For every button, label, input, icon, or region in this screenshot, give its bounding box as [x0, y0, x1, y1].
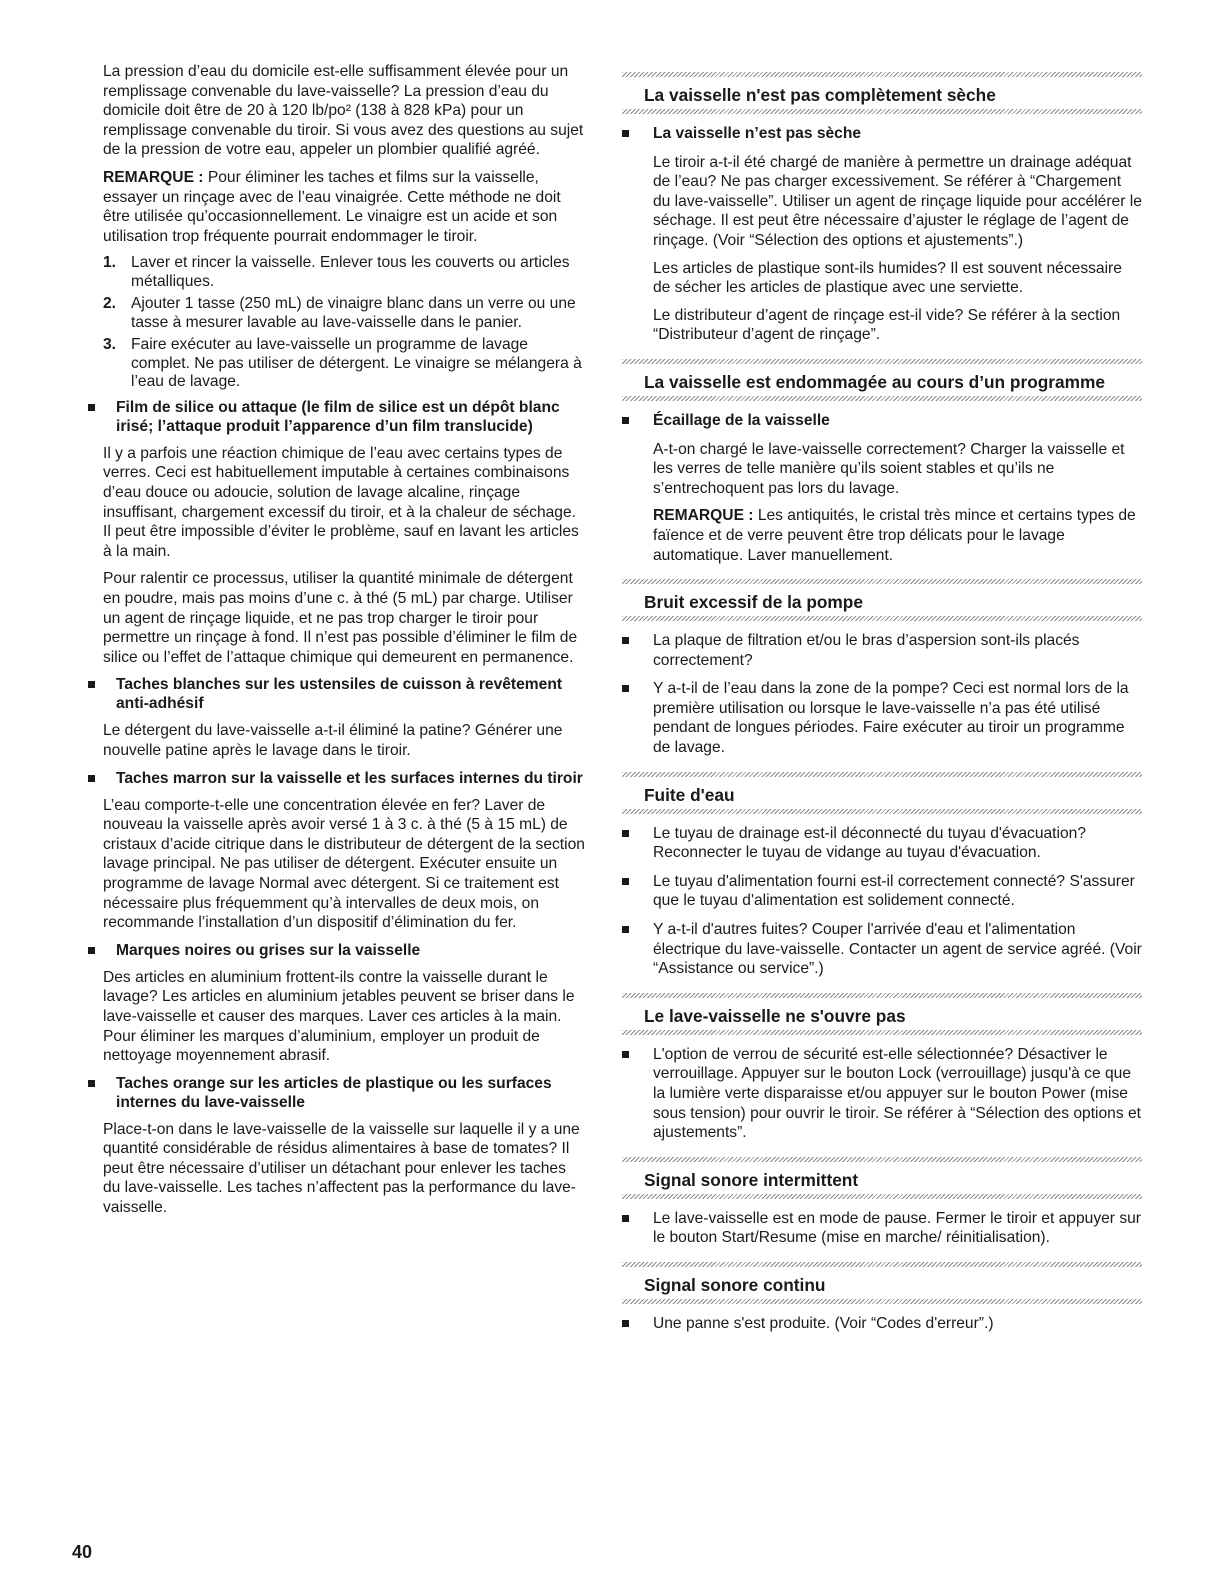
bullet-square-icon [622, 926, 629, 933]
step-number: 1. [103, 254, 117, 272]
marron-heading-text: Taches marron sur la vaisselle et les surfaces internes du tiroir [116, 769, 583, 787]
noires-paragraph: Des articles en aluminium frottent-ils contre la vaisselle durant le lavage? Les articles en aluminium jetables peuvent se briser dans le lave-vaisselle et causer des marques. Laver ces articles à la main. Pour éliminer les marques d’aluminium, employer un produit de nettoyage moyennement abrasif. [103, 968, 575, 1065]
pump-bullet-1 [622, 631, 1142, 670]
section-rule [622, 809, 1142, 814]
bullet-square-icon [622, 1215, 629, 1222]
right-column [622, 72, 1142, 1343]
bullet-square-icon [622, 1320, 629, 1327]
not-dry-bullet [622, 124, 1142, 144]
section-not-dry [622, 72, 1142, 114]
blanches-paragraph: Le détergent du lave-vaisselle a-t-il éliminé la patine? Générer une nouvelle patine après le lavage dans le tiroir. [103, 722, 563, 759]
orange-heading [88, 1074, 586, 1112]
bullet-square-icon [622, 417, 629, 424]
bullet-square-icon [88, 404, 95, 411]
section-intermittent-signal [622, 1157, 1142, 1199]
bullet-text: L'option de verrou de sécurité est-elle sélectionnée? Désactiver le verrouillage. Appuyer sur le bouton Lock (verrouillage) jusqu'à ce que la lumière verte disparaisse et/ou appuyer sur le bouton Power (mise sous tension) pour ouvrir le tiroir. Se référer à “Sélection des options et ajustements”. [653, 1045, 1141, 1142]
bullet-text: Écaillage de la vaisselle [653, 411, 830, 429]
step-number: 3. [103, 336, 117, 354]
step-text: Laver et rincer la vaisselle. Enlever tous les couverts ou articles métalliques. [131, 254, 570, 290]
page-number: 40 [72, 1542, 93, 1562]
bullet-text: Le lave-vaisselle est en mode de pause. Fermer le tiroir et appuyer sur le bouton Start/Resume (mise en marche/ réinitialisation). [653, 1209, 1141, 1247]
remarque-text: Les antiquités, le cristal très mince et certains types de faïence et de verre peuvent être trop délicats pour le lavage automatique. Laver manuellement. [653, 507, 1136, 564]
section-leak [622, 772, 1142, 814]
step-text: Faire exécuter au lave-vaisselle un programme de lavage complet. Ne pas utiliser de détergent. Le vinaigre se mélangera à l’eau de lavage. [131, 336, 582, 391]
pump-bullet-2 [622, 679, 1142, 757]
section-no-open [622, 993, 1142, 1035]
leak-bullet-2 [622, 872, 1142, 911]
film-paragraph-2: Pour ralentir ce processus, utiliser la quantité minimale de détergent en poudre, mais pas moins d’une c. à thé (5 mL) par charge. Utiliser un agent de rinçage liquide, et ne pas trop charger le tiroir pour permettre un rinçage à fond. Il n’est pas possible d’éliminer le film de silice ou l’effet de l’attaque chimique qui demeurent en permanence. [103, 570, 578, 666]
bullet-text: Y a-t-il d'autres fuites? Couper l'arrivée d'eau et l'alimentation électrique du lave-vaisselle. Contacter un agent de service agréé. (Voir “Assistance ou service”.) [653, 921, 1142, 978]
film-heading-text: Film de silice ou attaque (le film de silice est un dépôt blanc irisé; l’attaque produit l’apparence d’un film translucide) [116, 398, 560, 435]
bullet-text: La plaque de filtration et/ou le bras d’aspersion sont-ils placés correctement? [653, 632, 1080, 669]
remarque-paragraph [103, 168, 586, 246]
bullet-square-icon [622, 878, 629, 885]
section-rule [622, 1194, 1142, 1199]
bullet-square-icon [622, 130, 629, 137]
film-paragraph-1: Il y a parfois une réaction chimique de l’eau avec certains types de verres. Ceci est habituellement imputable à certaines combinaisons d’eau douce ou adoucie, solution de lavage alcaline, rinçage insuffisant, chargement excessif du tiroir, et à la chaleur de séchage. Il peut être impossible d’éviter le problème, sauf en lavant les articles à la main. [103, 444, 579, 560]
section-continuous-signal [622, 1262, 1142, 1304]
marron-heading [88, 769, 586, 788]
section-rule [622, 1030, 1142, 1035]
step-number: 2. [103, 295, 117, 313]
damaged-remarque [653, 506, 1142, 565]
section-pump-noise [622, 579, 1142, 621]
bullet-square-icon [88, 947, 95, 954]
blanches-heading-text: Taches blanches sur les ustensiles de cuisson à revêtement anti-adhésif [116, 676, 563, 713]
section-rule [622, 616, 1142, 621]
section-title: Bruit excessif de la pompe [644, 592, 863, 613]
continuous-bullet [622, 1314, 1142, 1334]
step-item [103, 295, 586, 332]
vinegar-steps [103, 254, 586, 392]
orange-heading-text: Taches orange sur les articles de plastique ou les surfaces internes du lave-vaisselle [116, 1074, 552, 1111]
noires-heading [88, 941, 586, 960]
not-dry-paragraph-2: Les articles de plastique sont-ils humides? Il est souvent nécessaire de sécher les articles de plastique avec une serviette. [653, 259, 1122, 297]
marron-paragraph: L’eau comporte-t-elle une concentration élevée en fer? Laver de nouveau la vaisselle après avoir versé 1 à 3 c. à thé (5 à 15 mL) de cristaux d’acide citrique dans le distributeur de détergent de la section lavage principal. Ne pas utiliser de détergent. Exécuter ensuite un programme de lavage Normal avec détergent. Si ce traitement est nécessaire plus fréquemment qu’à intervalles de deux mois, on recommande l’installation d’un dispositif d’élimination du fer. [103, 796, 585, 932]
section-rule [622, 109, 1142, 114]
bullet-square-icon [622, 830, 629, 837]
remarque-text: Pour éliminer les taches et films sur la vaisselle, essayer un rinçage avec de l’eau vinaigrée. Cette méthode ne doit être utilisée qu’occasionnellement. Le vinaigre est un acide et son utilisation trop fréquente pourrait endommager le tiroir. [103, 168, 561, 245]
left-column [103, 62, 586, 1226]
bullet-square-icon [88, 1080, 95, 1087]
step-text: Ajouter 1 tasse (250 mL) de vinaigre blanc dans un verre ou une tasse à mesurer lavable au lave-vaisselle dans le panier. [131, 295, 576, 331]
intermittent-bullet [622, 1209, 1142, 1248]
section-title: Fuite d'eau [644, 784, 735, 805]
bullet-square-icon [88, 681, 95, 688]
section-title: La vaisselle est endommagée au cours d’un programme [644, 371, 1105, 392]
bullet-text: Le tuyau d'alimentation fourni est-il correctement connecté? S'assurer que le tuyau d'alimentation est solidement connecté. [653, 872, 1135, 910]
section-title: La vaisselle n'est pas complètement sèche [644, 85, 996, 105]
film-heading [88, 398, 586, 436]
bullet-square-icon [622, 637, 629, 644]
step-item [103, 336, 586, 392]
damaged-paragraph: A-t-on chargé le lave-vaisselle correctement? Charger la vaisselle et les verres de telle manière qu’ils soient stables et qu’ils ne s’entrechoquent pas lors du lavage. [653, 440, 1125, 497]
bullet-text: Y a-t-il de l’eau dans la zone de la pompe? Ceci est normal lors de la première utilisation ou lorsque le lave-vaisselle n’a pas été utilisé pendant de longues périodes. Faire exécuter au tiroir un programme de lavage. [653, 680, 1129, 757]
section-title: Signal sonore intermittent [644, 1169, 859, 1190]
leak-bullet-3 [622, 920, 1142, 979]
blanches-heading [88, 675, 586, 713]
remarque-label: REMARQUE : [103, 168, 204, 186]
noires-heading-text: Marques noires ou grises sur la vaisselle [116, 941, 421, 959]
section-title: Signal sonore continu [644, 1274, 826, 1295]
leak-bullet-1 [622, 824, 1142, 863]
section-rule [622, 396, 1142, 401]
not-dry-paragraph-1: Le tiroir a-t-il été chargé de manière à permettre un drainage adéquat de l’eau? Ne pas charger excessivement. Se référer à “Chargement du lave-vaisselle”. Utiliser un agent de rinçage liquide pour accélérer le séchage. Il est peut être nécessaire d’ajuster le réglage de l’agent de rinçage. (Voir “Sélection des options et ajustements”.) [653, 153, 1142, 249]
bullet-square-icon [88, 775, 95, 782]
damaged-bullet [622, 411, 1142, 431]
orange-paragraph: Place-t-on dans le lave-vaisselle de la vaisselle sur laquelle il y a une quantité considérable de résidus alimentaires à base de tomates? Il peut être nécessaire d’utiliser un détachant pour enlever les taches du lave-vaisselle. Les taches n’affectent pas la performance du lave-vaisselle. [103, 1120, 580, 1217]
bullet-text: Le tuyau de drainage est-il déconnecté du tuyau d'évacuation? Reconnecter le tuyau de vidange au tuyau d'évacuation. [653, 824, 1086, 862]
section-damaged [622, 359, 1142, 401]
bullet-text: Une panne s'est produite. (Voir “Codes d'erreur”.) [653, 1314, 994, 1332]
section-title: Le lave-vaisselle ne s'ouvre pas [644, 1005, 906, 1026]
remarque-label: REMARQUE : [653, 507, 754, 525]
intro-paragraph: La pression d’eau du domicile est-elle suffisamment élevée pour un remplissage convenable du lave-vaisselle? La pression d’eau du domicile doit être de 20 à 120 lb/po² (138 à 828 kPa) pour un remplissage convenable du tiroir. Si vous avez des questions au sujet de la pression de votre eau, appeler un plombier qualifié agréé. [103, 63, 584, 159]
step-item [103, 254, 586, 291]
bullet-square-icon [622, 685, 629, 692]
bullet-square-icon [622, 1051, 629, 1058]
section-rule [622, 1299, 1142, 1304]
not-dry-paragraph-3: Le distributeur d’agent de rinçage est-il vide? Se référer à la section “Distributeur d’agent de rinçage”. [653, 306, 1121, 344]
no-open-bullet [622, 1045, 1142, 1143]
bullet-text: La vaisselle n’est pas sèche [653, 125, 862, 142]
